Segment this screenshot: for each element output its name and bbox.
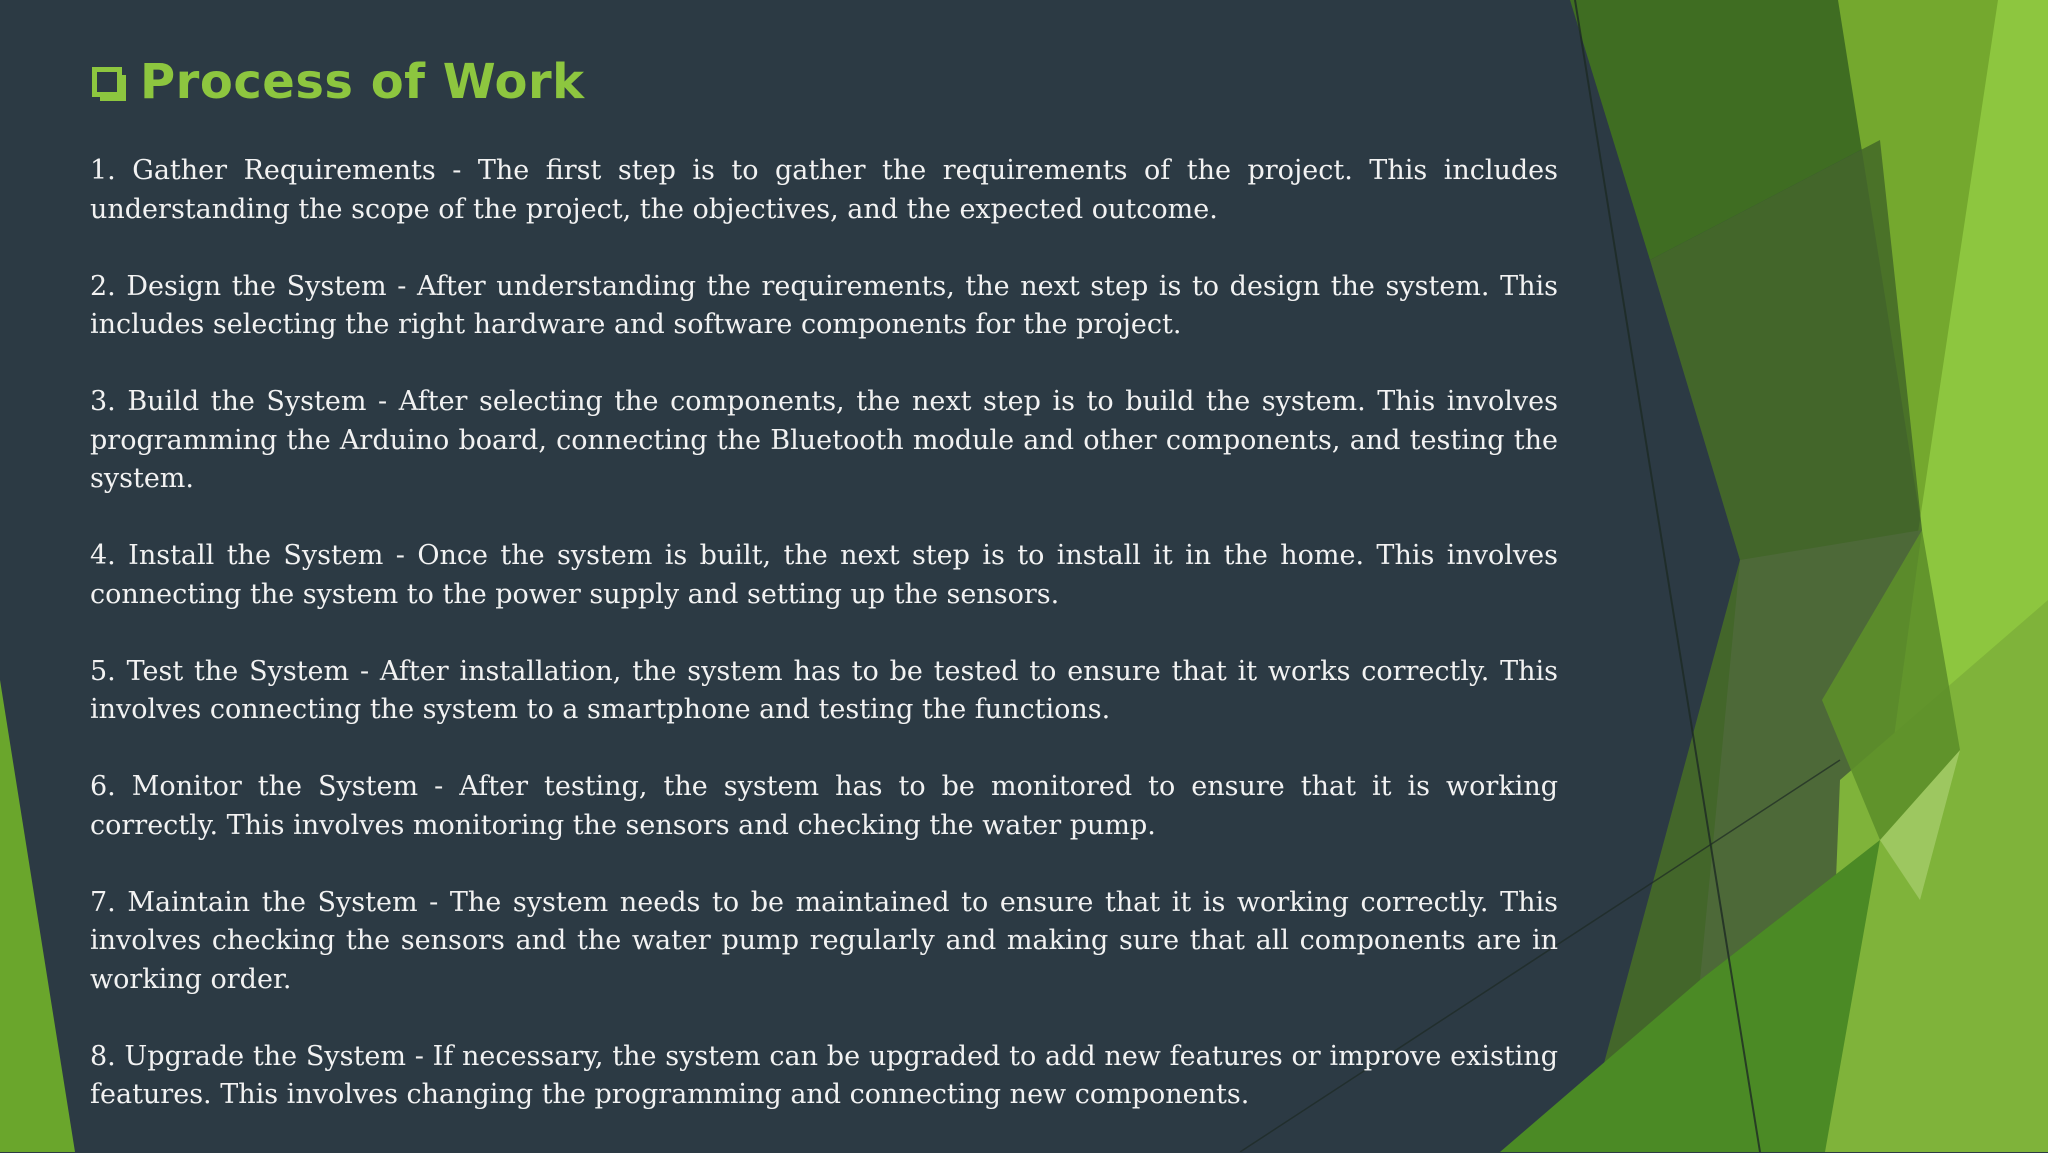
step-4: 4. Install the System - Once the system is built, the next step is to install it in the home. This involves connecting the system to the power supply and setting up the sensors. [90,540,1558,610]
step-6: 6. Monitor the System - After testing, the system has to be monitored to ensure that it is working correctly. This involves monitoring the sensors and checking the water pump. [90,771,1558,841]
square-bullet-icon [92,67,122,97]
slide-title [92,52,585,112]
left-accent-shape [0,680,75,1152]
step-8: 8. Upgrade the System - If necessary, the system can be upgraded to add new features or improve existing features. This involves changing the programming and connecting new components. [90,1040,1558,1110]
step-5: 5. Test the System - After installation, the system has to be tested to ensure that it works correctly. This involves connecting the system to a smartphone and testing the functions. [90,655,1558,725]
title-text: Process of Work [140,54,585,110]
process-steps [90,152,1558,1153]
step-3: 3. Build the System - After selecting the components, the next step is to build the system. This involves programming the Arduino board, connecting the Bluetooth module and other components, and testing the system. [90,386,1558,494]
step-1: 1. Gather Requirements - The first step is to gather the requirements of the project. This includes understanding the scope of the project, the objectives, and the expected outcome. [90,155,1558,225]
step-7: 7. Maintain the System - The system needs to be maintained to ensure that it is working correctly. This involves checking the sensors and the water pump regularly and making sure that all components are in working order. [90,886,1558,995]
step-2: 2. Design the System - After understanding the requirements, the next step is to design the system. This includes selecting the right hardware and software components for the project. [90,270,1558,340]
